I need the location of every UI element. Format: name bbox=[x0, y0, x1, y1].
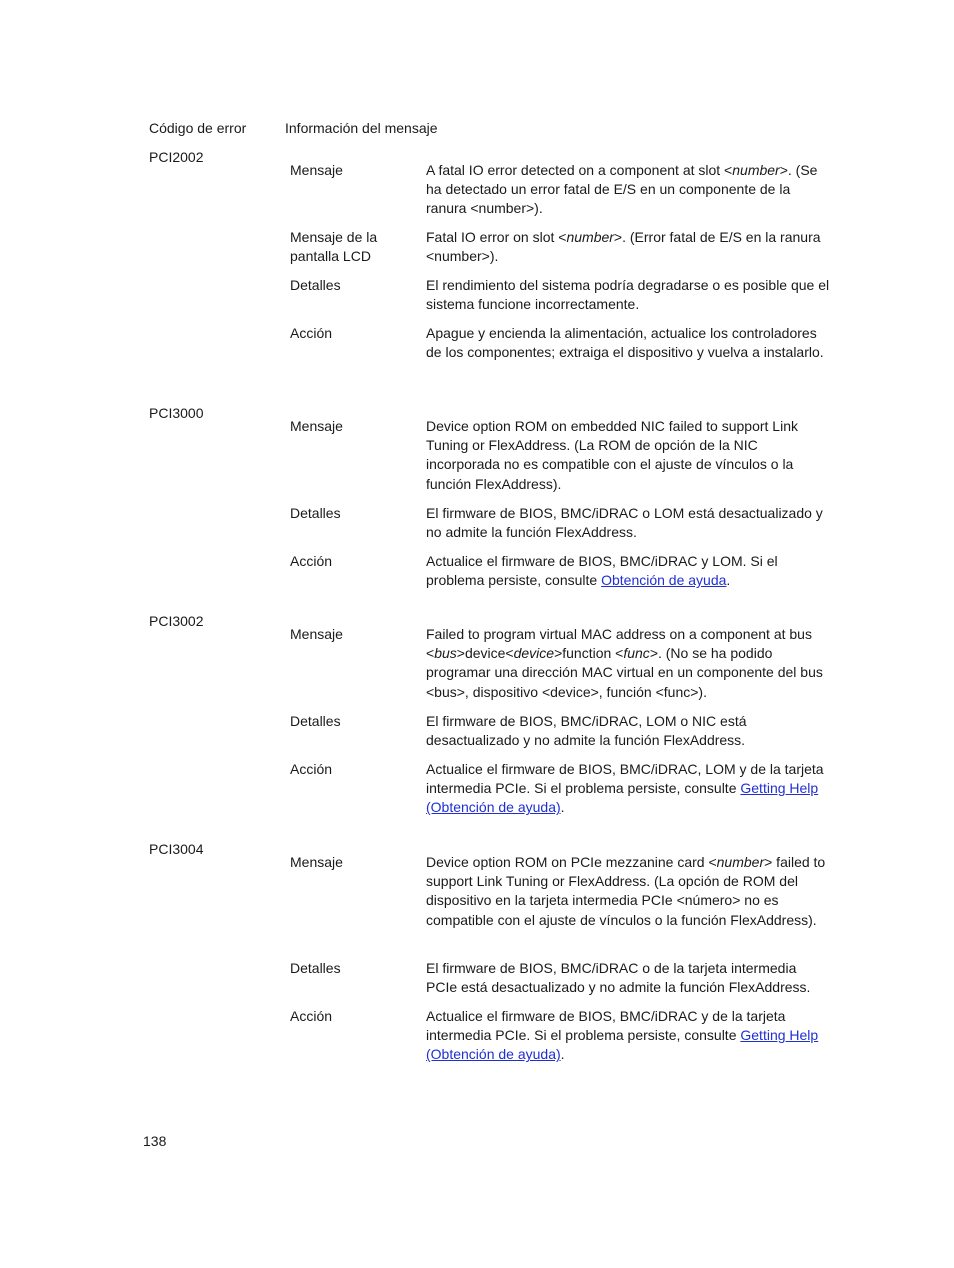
row-text-action: Actualice el firmware de BIOS, BMC/iDRAC, LOM y de la tarjeta intermedia PCIe. Si el problema persiste, consulte Getting Help (Obtención de ayuda). bbox=[426, 761, 824, 816]
error-code: PCI2002 bbox=[149, 149, 204, 165]
row-text-details: El firmware de BIOS, BMC/iDRAC, LOM o NIC está desactualizado y no admite la función FlexAddress. bbox=[426, 713, 747, 749]
row-text-action: Actualice el firmware de BIOS, BMC/iDRAC y LOM. Si el problema persiste, consulte Obtención de ayuda. bbox=[426, 553, 778, 589]
row-text-details: El firmware de BIOS, BMC/iDRAC o LOM está desactualizado y no admite la función FlexAddress. bbox=[426, 505, 823, 541]
row-label-action: Acción bbox=[290, 325, 333, 341]
row-text-message: Device option ROM on embedded NIC failed to support Link Tuning or FlexAddress. (La ROM de opción de la NIC incorporada no es compatible con el ajuste de vínculos o la función FlexAddress). bbox=[426, 418, 798, 492]
help-link[interactable]: Getting Help (Obtención de ayuda) bbox=[426, 780, 819, 816]
row-text-action: Actualice el firmware de BIOS, BMC/iDRAC y de la tarjeta intermedia PCIe. Si el problema persiste, consulte Getting Help (Obtención de ayuda). bbox=[426, 1008, 819, 1063]
row-label-details: Detalles bbox=[290, 960, 341, 976]
row-label-action: Acción bbox=[290, 1008, 333, 1024]
page-number: 138 bbox=[143, 1133, 167, 1149]
row-text-message: Failed to program virtual MAC address on a component at bus <bus>device<device>function <func>. (No se ha podido programar una dirección MAC virtual en un componente del bus <bus>, dispositivo <device>, función <func>). bbox=[426, 626, 823, 700]
row-text-lcd: Fatal IO error on slot <number>. (Error fatal de E/S en la ranura <number>). bbox=[426, 229, 821, 265]
row-label-message: Mensaje bbox=[290, 418, 343, 434]
column-header-info: Información del mensaje bbox=[285, 120, 438, 136]
error-code: PCI3002 bbox=[149, 613, 204, 629]
row-text-details: El firmware de BIOS, BMC/iDRAC o de la tarjeta intermedia PCIe está desactualizado y no admite la función FlexAddress. bbox=[426, 960, 811, 996]
row-label-details: Detalles bbox=[290, 277, 341, 293]
row-label-message: Mensaje bbox=[290, 626, 343, 642]
row-label-message: Mensaje bbox=[290, 162, 343, 178]
row-label-details: Detalles bbox=[290, 505, 341, 521]
row-text-message: Device option ROM on PCIe mezzanine card <number> failed to support Link Tuning or FlexAddress. (La opción de ROM del dispositivo en la tarjeta intermedia PCIe <número> no es compatible con el ajuste de vínculos o la función FlexAddress). bbox=[426, 854, 826, 928]
help-link[interactable]: Getting Help (Obtención de ayuda) bbox=[426, 1027, 819, 1063]
row-label-details: Detalles bbox=[290, 713, 341, 729]
help-link[interactable]: Obtención de ayuda bbox=[601, 572, 727, 589]
row-label-message: Mensaje bbox=[290, 854, 343, 870]
row-text-details: El rendimiento del sistema podría degradarse o es posible que el sistema funcione incorrectamente. bbox=[426, 277, 830, 313]
row-label-action: Acción bbox=[290, 553, 333, 569]
row-text-message: A fatal IO error detected on a component at slot <number>. (Se ha detectado un error fatal de E/S en un componente de la ranura <number>). bbox=[426, 162, 818, 217]
row-label-lcd: Mensaje de la pantalla LCD bbox=[290, 229, 378, 265]
row-text-action: Apague y encienda la alimentación, actualice los controladores de los componentes; extraiga el dispositivo y vuelva a instalarlo. bbox=[426, 325, 824, 361]
column-header-code: Código de error bbox=[149, 120, 247, 136]
error-code: PCI3004 bbox=[149, 841, 204, 857]
row-label-action: Acción bbox=[290, 761, 333, 777]
error-code: PCI3000 bbox=[149, 405, 204, 421]
